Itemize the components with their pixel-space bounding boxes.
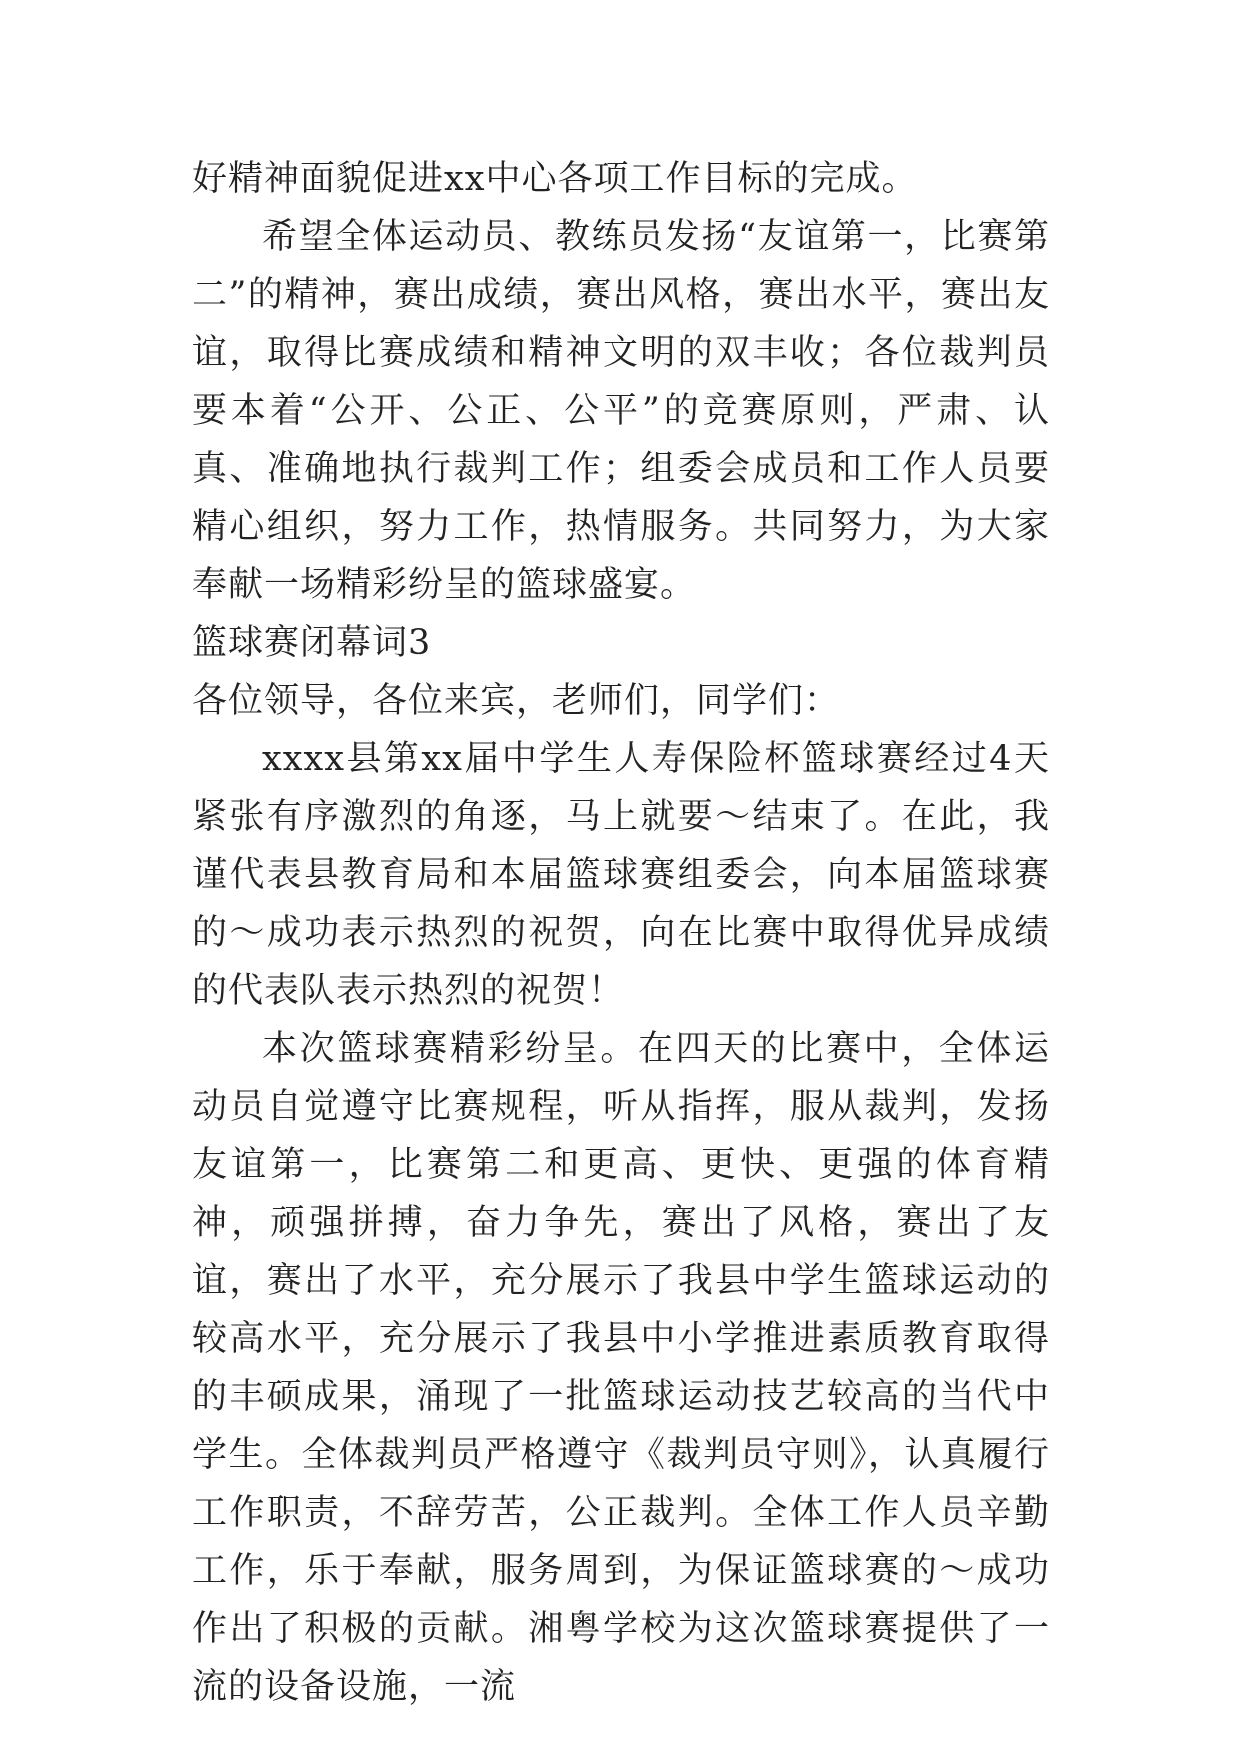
- paragraph-closing-line: 好精神面貌促进xx中心各项工作目标的完成。: [192, 159, 918, 199]
- document-body: [192, 150, 1050, 1716]
- paragraph-congratulations: xxxx县第xx届中学生人寿保险杯篮球赛经过4天紧张有序激烈的角逐，马上就要～结束了。在此，我谨代表县教育局和本届篮球赛组委会，向本届篮球赛的～成功表示热烈的祝贺，向在比赛中取得优异成绩的代表队表示热烈的祝贺！: [192, 739, 1050, 1011]
- salutation: 各位领导，各位来宾，老师们，同学们：: [192, 681, 841, 721]
- section-heading: 篮球赛闭幕词3: [192, 623, 432, 663]
- paragraph-summary: 本次篮球赛精彩纷呈。在四天的比赛中，全体运动员自觉遵守比赛规程，听从指挥，服从裁判，发扬友谊第一，比赛第二和更高、更快、更强的体育精神，顽强拼搏，奋力争先，赛出了风格，赛出了友谊，赛出了水平，充分展示了我县中学生篮球运动的较高水平，充分展示了我县中小学推进素质教育取得的丰硕成果，涌现了一批篮球运动技艺较高的当代中学生。全体裁判员严格遵守《裁判员守则》，认真履行工作职责，不辞劳苦，公正裁判。全体工作人员辛勤工作，乐于奉献，服务周到，为保证篮球赛的～成功作出了积极的贡献。湘粤学校为这次篮球赛提供了一流的设备设施，一流: [192, 1029, 1050, 1707]
- paragraph-wishes: 希望全体运动员、教练员发扬“友谊第一，比赛第二”的精神，赛出成绩，赛出风格，赛出水平，赛出友谊，取得比赛成绩和精神文明的双丰收；各位裁判员要本着“公开、公正、公平”的竞赛原则，严肃、认真、准确地执行裁判工作；组委会成员和工作人员要精心组织，努力工作，热情服务。共同努力，为大家奉献一场精彩纷呈的篮球盛宴。: [192, 217, 1050, 605]
